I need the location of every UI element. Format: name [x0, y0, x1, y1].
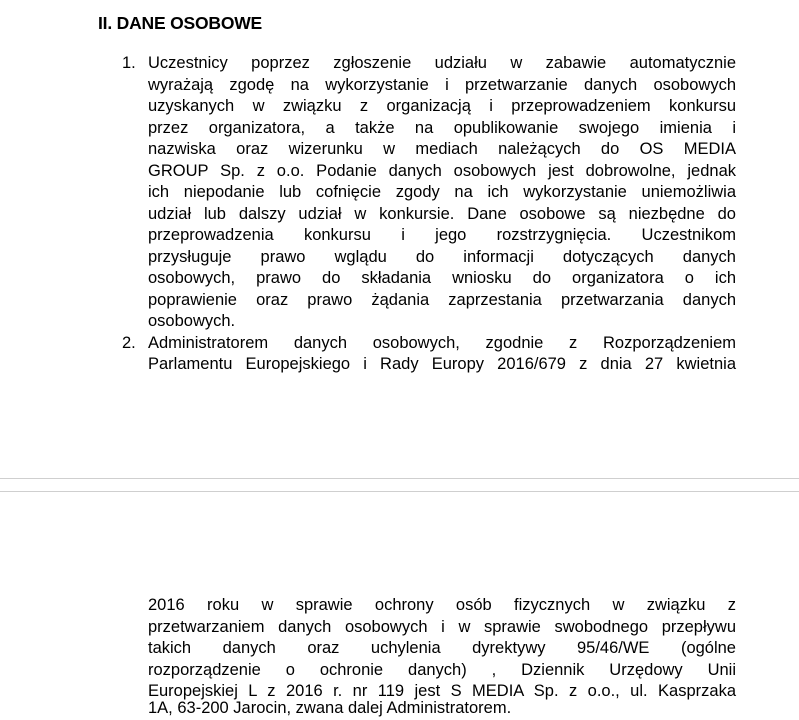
item-1-line-13: osobowych.	[148, 312, 236, 330]
continuation-line-3: takich danych oraz uchylenia dyrektywy 95/46/WE (ogólne	[148, 639, 736, 657]
page-break	[0, 478, 799, 492]
continuation-line-5: Europejskiej L z 2016 r. nr 119 jest S MEDIA Sp. z o.o., ul. Kasprzaka	[148, 682, 736, 700]
item-1-line-8: udział lub dalszy udział w konkursie. Dane osobowe są niezbędne do	[148, 204, 736, 223]
continuation-line-1: 2016 roku w sprawie ochrony osób fizycznych w związku z	[148, 596, 736, 614]
item-1-line-5: nazwiska oraz wizerunku w mediach należących do OS MEDIA	[148, 140, 736, 158]
item-1-line-6: GROUP Sp. z o.o. Podanie danych osobowych jest dobrowolne, jednak	[148, 161, 736, 180]
item-1-line-4: przez organizatora, a także na opublikowanie swojego imienia i	[148, 118, 736, 137]
item-1-line-9: przeprowadzenia konkursu i jego rozstrzygnięcia. Uczestnikom	[148, 226, 736, 244]
continuation-line-4: rozporządzenie o ochronie danych) , Dziennik Urzędowy Unii	[148, 660, 736, 679]
item-1-number: 1.	[122, 54, 136, 72]
item-1-line-11: osobowych, prawo do składania wniosku do organizatora o ich	[148, 269, 736, 287]
item-2-line-2: Parlamentu Europejskiego i Rady Europy 2016/679 z dnia 27 kwietnia	[148, 355, 736, 373]
item-1-line-10: przysługuje prawo wglądu do informacji dotyczących danych	[148, 247, 736, 266]
item-1-line-3: uzyskanych w związku z organizacją i przeprowadzeniem konkursu	[148, 97, 736, 115]
document-page-2	[0, 492, 799, 720]
item-2-number: 2.	[122, 333, 136, 352]
item-1-line-2: wyrażają zgodę na wykorzystanie i przetwarzanie danych osobowych	[148, 75, 736, 94]
item-1-line-1: Uczestnicy poprzez zgłoszenie udziału w zabawie automatycznie	[148, 54, 736, 72]
item-1-line-7: ich niepodanie lub cofnięcie zgody na ich wykorzystanie uniemożliwia	[148, 183, 736, 201]
item-2-line-1: Administratorem danych osobowych, zgodnie z Rozporządzeniem	[148, 333, 736, 352]
continuation-line-2: przetwarzaniem danych osobowych i w sprawie swobodnego przepływu	[148, 617, 736, 636]
continuation-line-6: 1A, 63-200 Jarocin, zwana dalej Administratorem.	[148, 699, 512, 717]
item-1-line-12: poprawienie oraz prawo żądania zaprzestania przetwarzania danych	[148, 290, 736, 309]
section-heading: II. DANE OSOBOWE	[98, 13, 263, 33]
